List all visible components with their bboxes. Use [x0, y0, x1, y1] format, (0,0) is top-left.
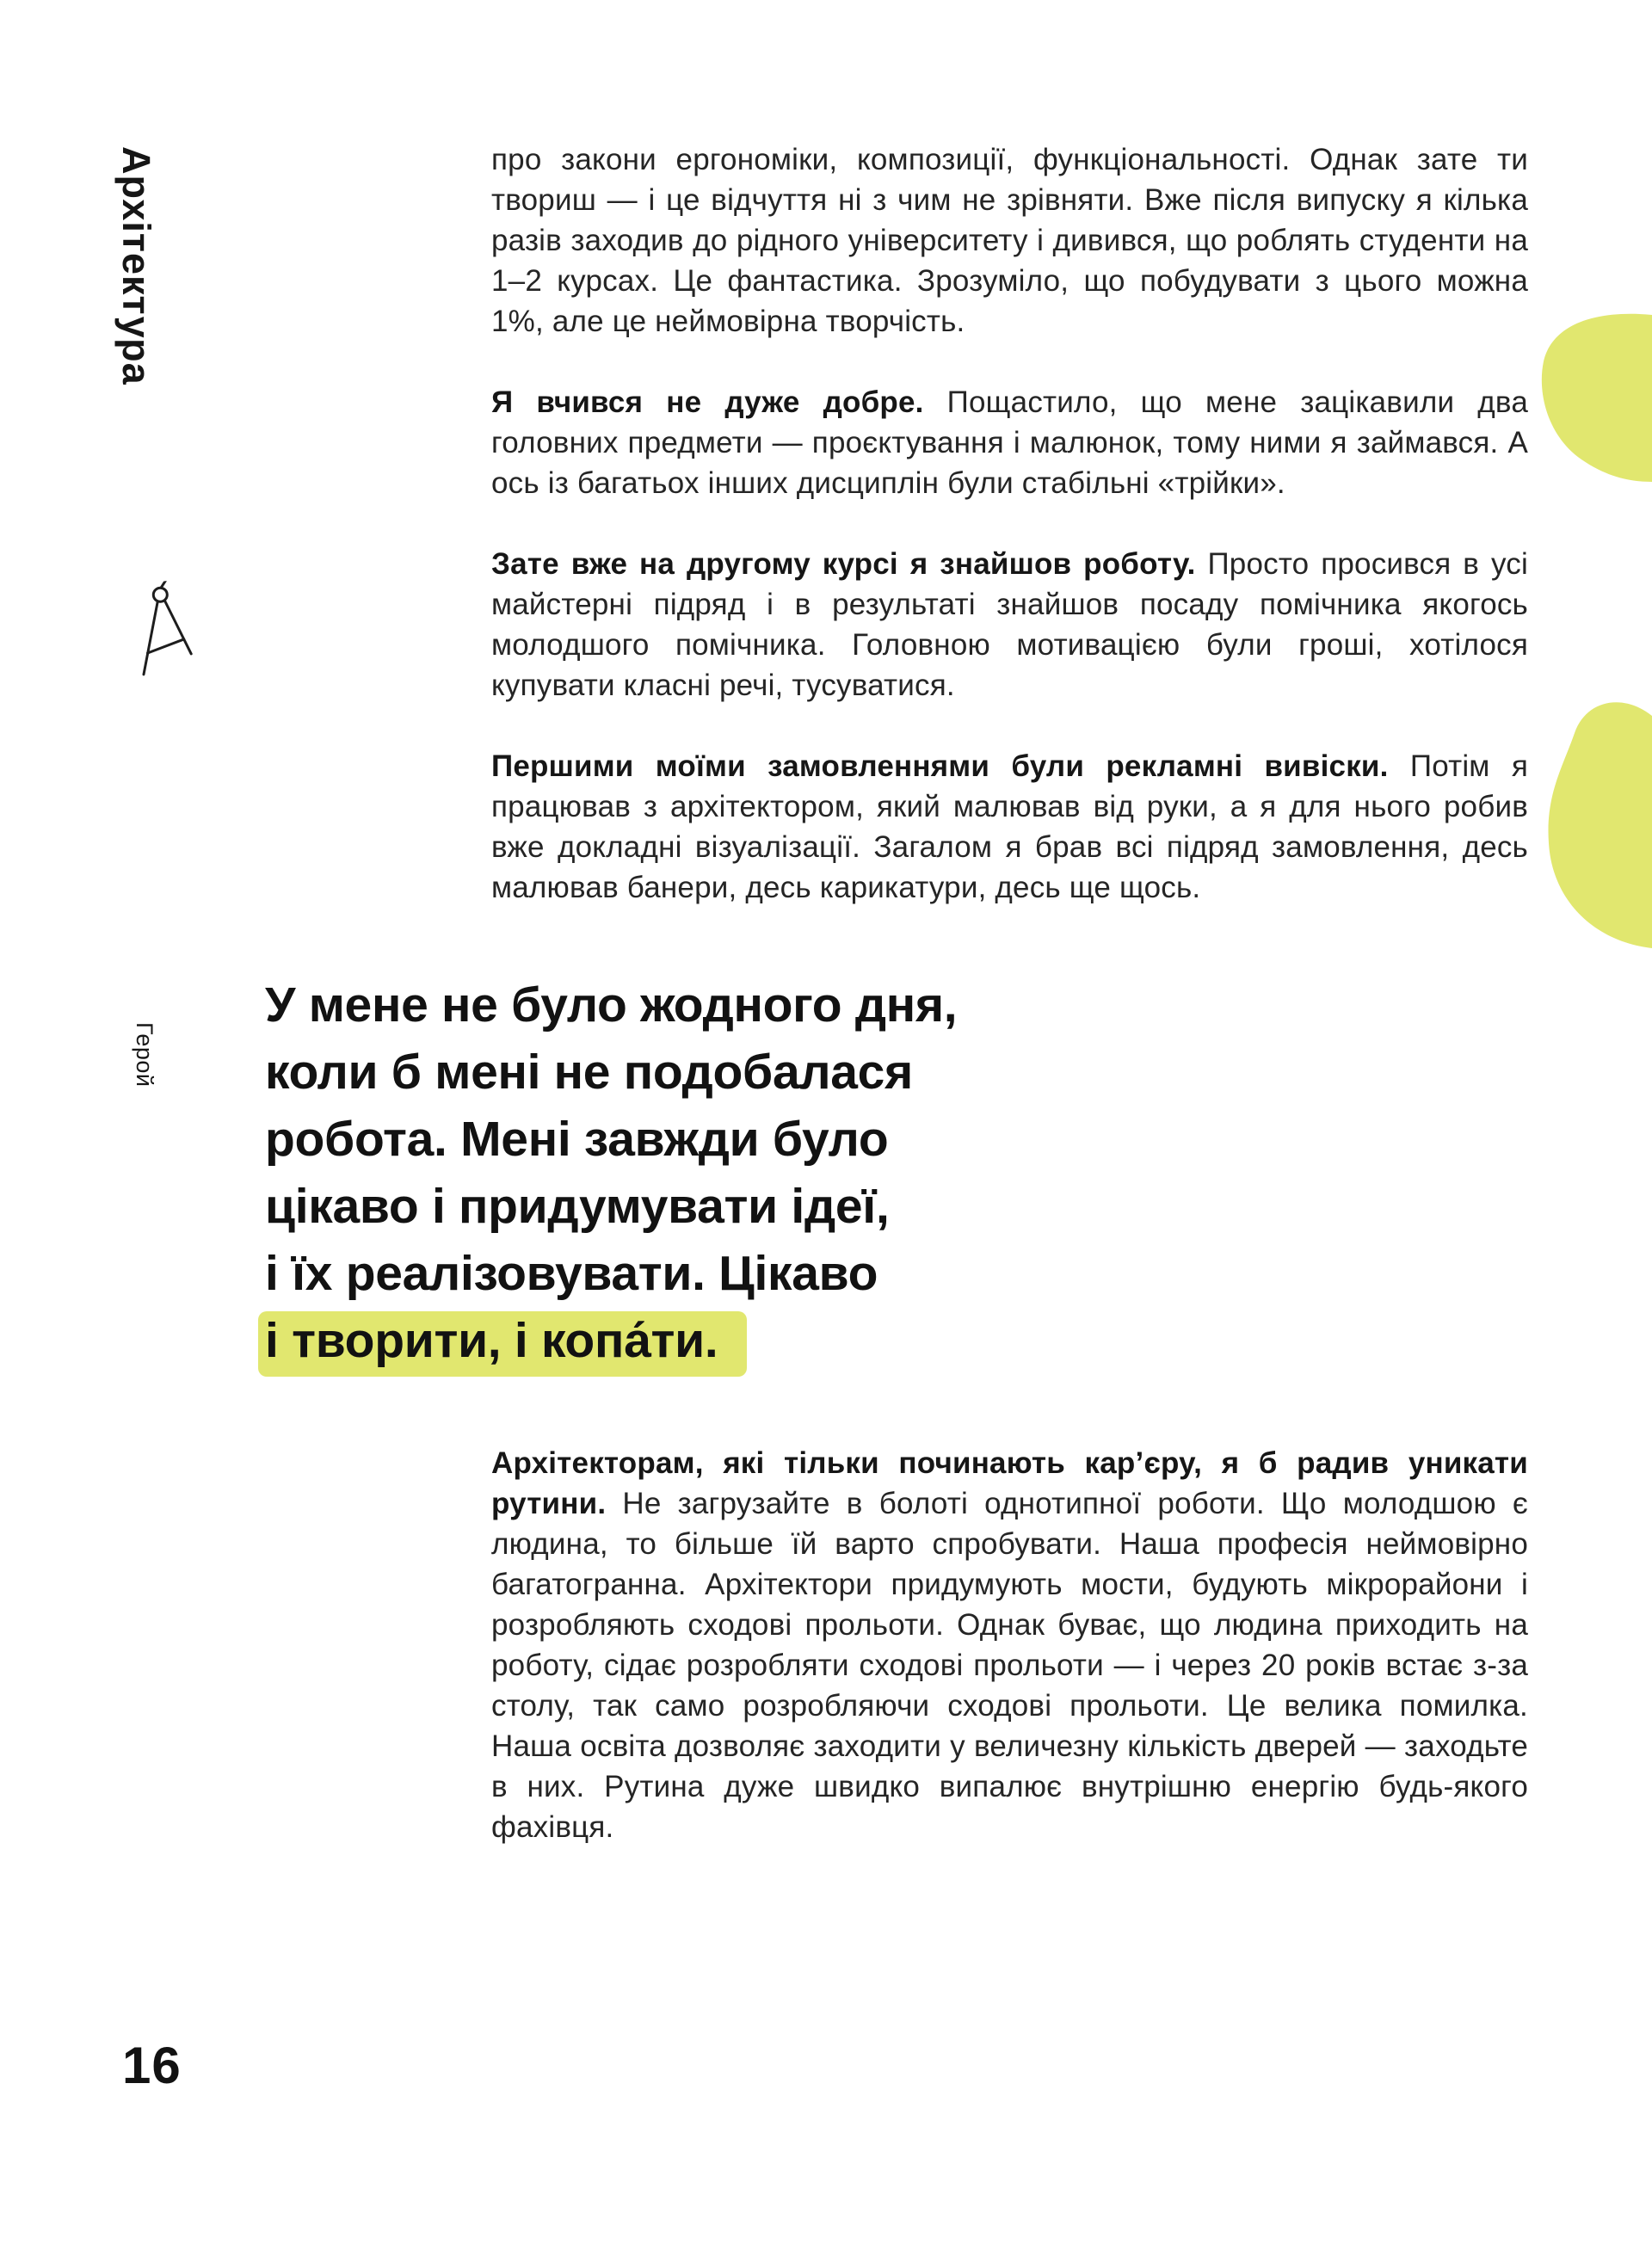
paragraph	[491, 746, 1528, 908]
paragraph	[491, 382, 1528, 503]
paragraph-lead: Архітекторам, які тільки починають кар’єру, я б радив уникати рутини.	[491, 1446, 1528, 1520]
pull-quote-line: У мене не було жодного дня,	[265, 977, 958, 1033]
paragraph-body: Не загрузайте в болоті однотипної роботи. Що молодшою є людина, то більше їй варто спробувати. Наша професія неймовірно багатогранна. Архітектори придумують мости, будують мікрорайони і розробляють сходові прольоти. Однак буває, що людина приходить на роботу, сідає розробляти сходові прольоти — і через 20 років встає з-за столу, так само розробляючи сходові прольоти. Це велика помилка. Наша освіта дозволяє заходити у величезну кількість дверей — заходьте в них. Рутина дуже швидко випалює внутрішню енергію будь-якого фахівця.	[491, 1487, 1528, 1844]
compass-icon	[123, 577, 206, 682]
pull-quote-line: і їх реалізовувати. Цікаво	[265, 1246, 878, 1301]
pull-quote-line: цікаво і придумувати ідеї,	[265, 1179, 890, 1234]
paragraph-body: Просто просився в усі майстерні підряд і в результаті знайшов посаду помічника якогось молодшого помічника. Головною мотивацією були гроші, хотілося купувати класні речі, тусуватися.	[491, 547, 1528, 702]
pull-quote-line: робота. Мені завжди було	[265, 1112, 889, 1167]
paragraph	[491, 139, 1528, 342]
paragraph-body: Потім я працював з архітектором, який малював від руки, а я для нього робив вже докладні візуалізації. Загалом я брав всі підряд замовлення, десь малював банери, десь карикатури, десь ще щось.	[491, 749, 1528, 904]
paragraph-body: Пощастило, що мене зацікавили два головних предмети — проєктування і малюнок, тому ними я займався. А ось із багатьох інших дисциплін були стабільні «трійки».	[491, 385, 1528, 500]
pull-quote	[265, 971, 1528, 1374]
paragraph-lead: Я вчився не дуже добре.	[491, 385, 924, 419]
pull-quote-line	[265, 1307, 1528, 1374]
hero-vertical-label: Герой	[132, 1022, 157, 1088]
decorative-blob-top	[1537, 311, 1652, 485]
section-vertical-label: Архітектура	[114, 146, 158, 385]
pull-quote-line: коли б мені не подобалася	[265, 1045, 914, 1100]
paragraph	[491, 1443, 1528, 1847]
highlighted-text: і творити, і копа́ти.	[258, 1311, 747, 1377]
article-column	[265, 139, 1528, 1888]
paragraph-lead: Першими моїми замовленнями були рекламні вивіски.	[491, 749, 1389, 783]
decorative-blob-bottom	[1540, 699, 1652, 953]
page-number: 16	[122, 2037, 182, 2094]
paragraph-lead: Зате вже на другому курсі я знайшов роботу.	[491, 547, 1196, 581]
paragraph-body: про закони ергономіки, композиції, функціональності. Однак зате ти твориш — і це відчуття ні з чим не зрівняти. Вже після випуску я кілька разів заходив до рідного університету і дивився, що роблять студенти на 1–2 курсах. Це фантастика. Зрозуміло, що побудувати з цього можна 1%, але це неймовірна творчість.	[491, 143, 1528, 338]
paragraph	[491, 544, 1528, 706]
